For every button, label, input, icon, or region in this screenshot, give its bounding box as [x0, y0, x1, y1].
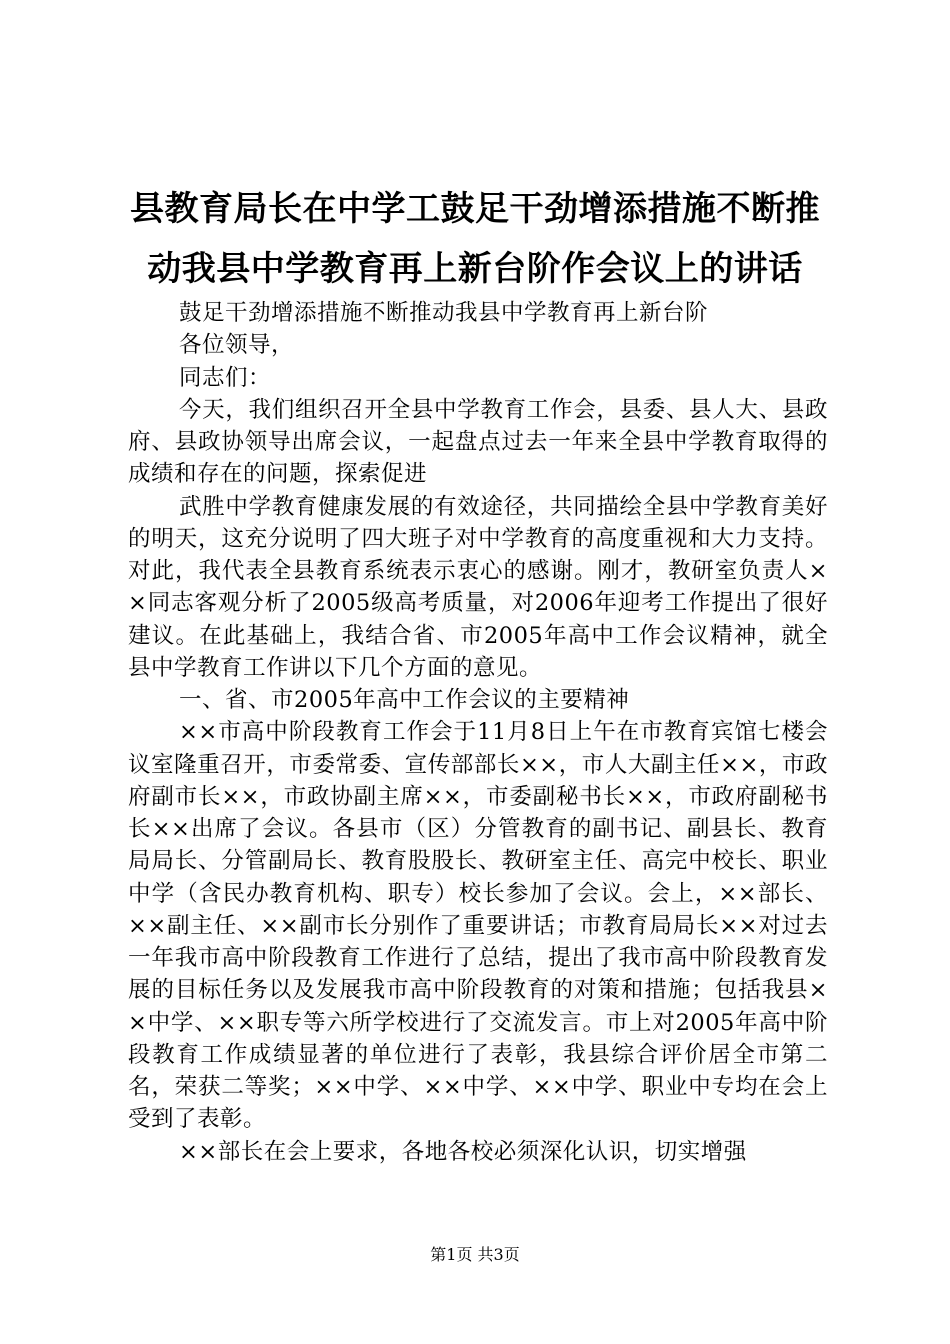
document-body	[128, 297, 828, 1168]
paragraph: ××市高中阶段教育工作会于11月8日上午在市教育宾馆七楼会议室隆重召开，市委常委、宣传部部长××，市人大副主任××，市政府副市长××，市政协副主席××，市委副秘书长××，市政府副秘书长××出席了会议。各县市（区）分管教育的副书记、副县长、教育局局长、分管副局长、教育股股长、教研室主任、高完中校长、职业中学（含民办教育机构、职专）校长参加了会议。会上，××部长、××副主任、××副市长分别作了重要讲话；市教育局局长××对过去一年我市高中阶段教育工作进行了总结，提出了我市高中阶段教育发展的目标任务以及发展我市高中阶段教育的对策和措施；包括我县××中学、××职专等六所学校进行了交流发言。市上对2005年高中阶段教育工作成绩显著的单位进行了表彰，我县综合评价居全市第二名，荣获二等奖；××中学、××中学、××中学、职业中专均在会上受到了表彰。	[128, 719, 828, 1133]
paragraph: 武胜中学教育健康发展的有效途径，共同描绘全县中学教育美好的明天，这充分说明了四大班子对中学教育的高度重视和大力支持。对此，我代表全县教育系统表示衷心的感谢。刚才，教研室负责人××同志客观分析了2005级高考质量，对2006年迎考工作提出了很好建议。在此基础上，我结合省、市2005年高中工作会议精神，就全县中学教育工作讲以下几个方面的意见。	[128, 493, 828, 681]
paragraph-subtitle: 鼓足干劲增添措施不断推动我县中学教育再上新台阶	[179, 300, 709, 326]
section-heading: 一、省、市2005年高中工作会议的主要精神	[179, 687, 630, 713]
paragraph-salutation-comrades: 同志们：	[179, 364, 272, 391]
document-title-line-1: 县教育局长在中学工鼓足干劲增添措施不断推	[130, 189, 820, 229]
page-footer: 第1页 共3页	[430, 1245, 520, 1264]
paragraph: ××部长在会上要求，各地各校必须深化认识，切实增强	[179, 1138, 747, 1165]
paragraph-salutation-leaders: 各位领导，	[179, 332, 295, 359]
paragraph: 今天，我们组织召开全县中学教育工作会，县委、县人大、县政府、县政协领导出席会议，一起盘点过去一年来全县中学教育取得的成绩和存在的问题，探索促进	[128, 396, 828, 488]
document-title-line-2: 动我县中学教育再上新台阶作会议上的讲话	[147, 249, 803, 289]
